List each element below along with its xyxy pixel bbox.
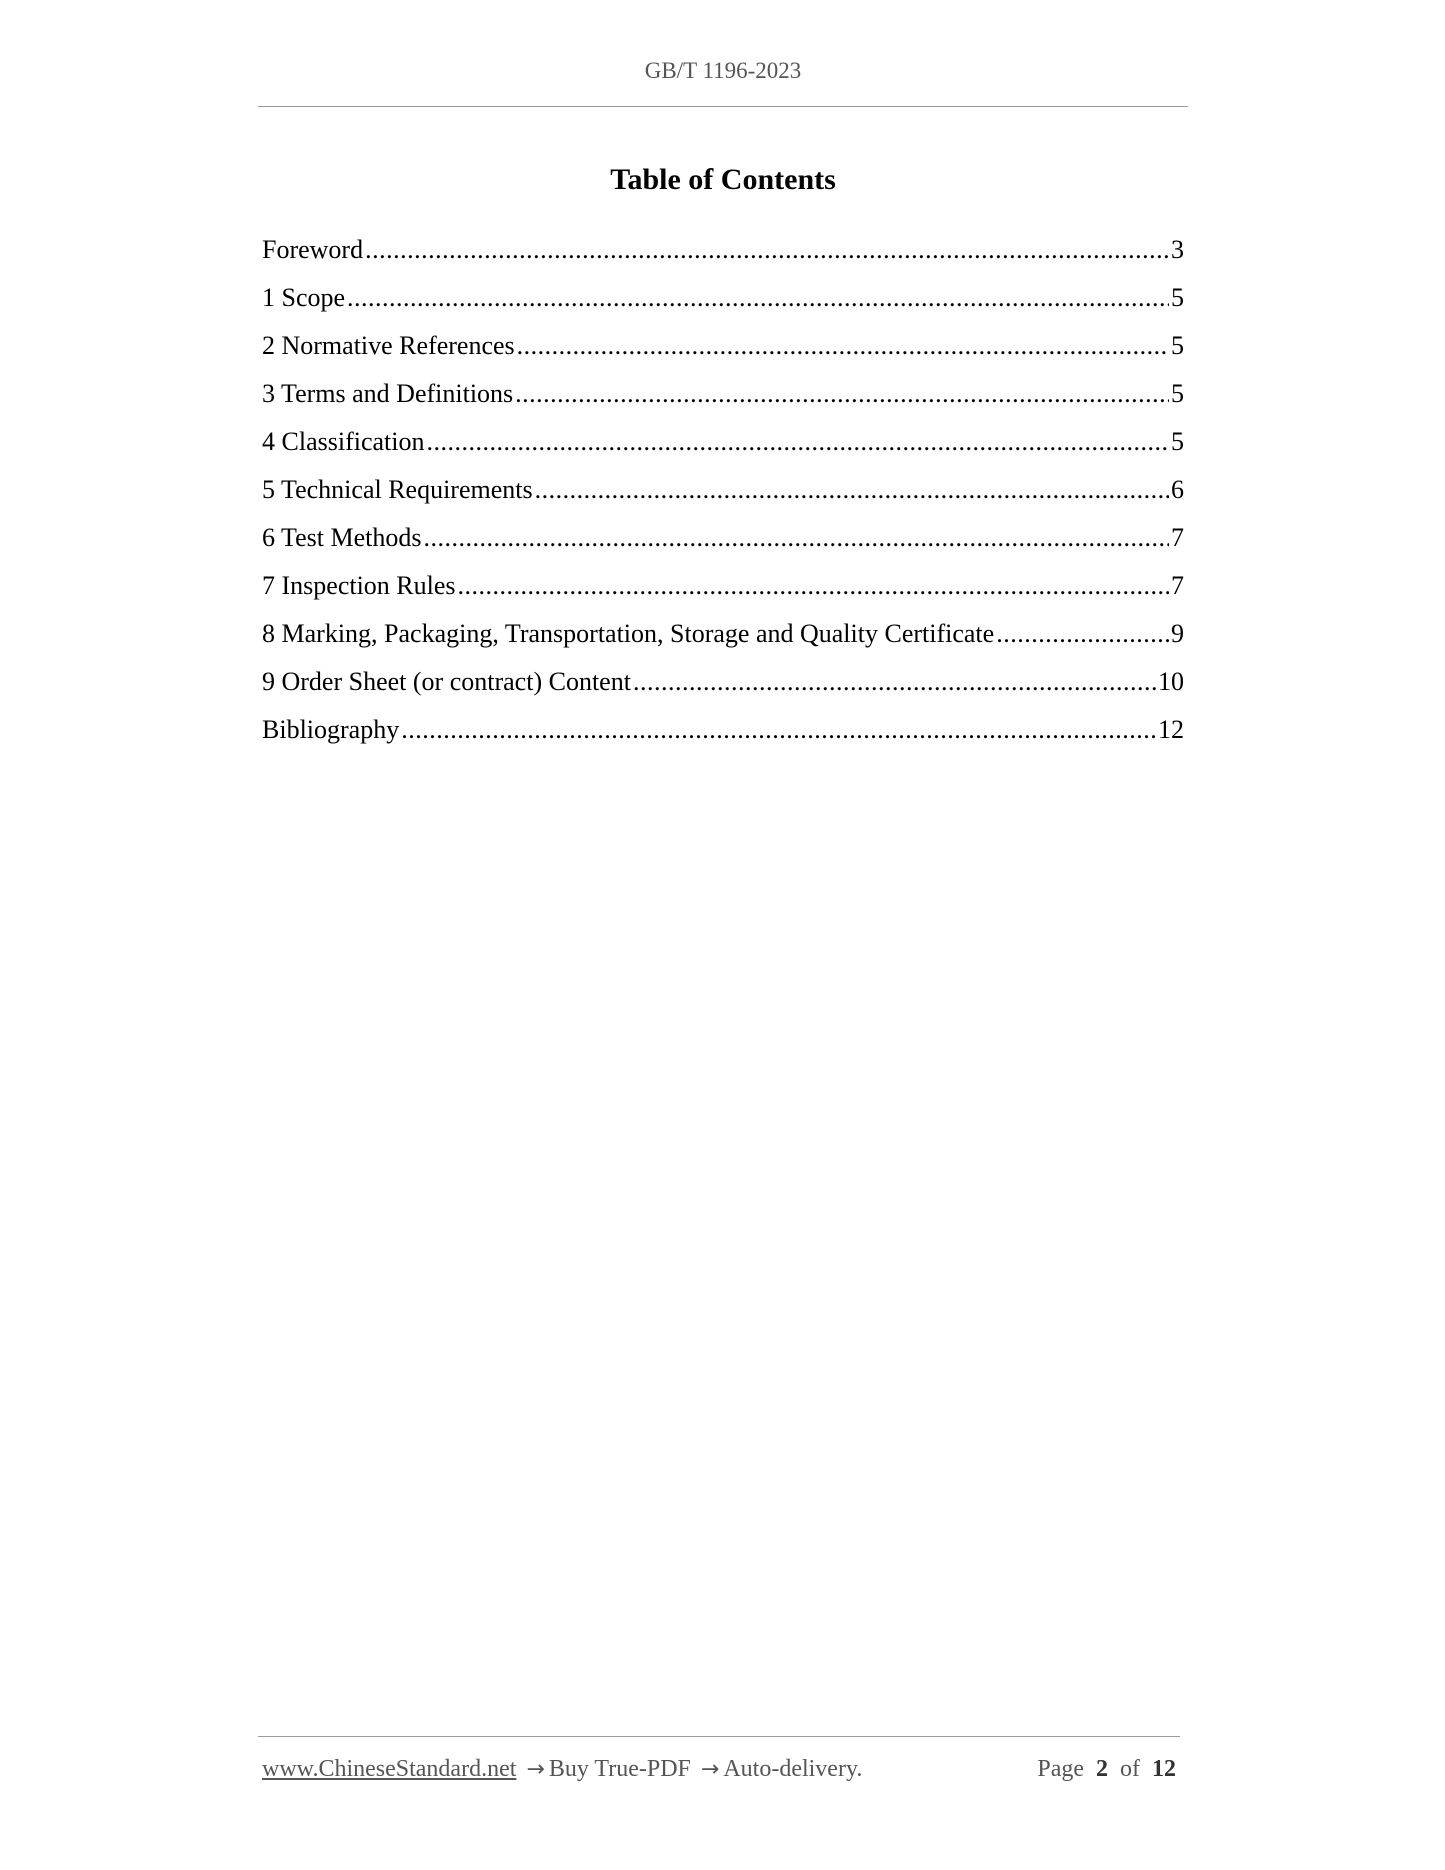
total-pages: 12 — [1152, 1756, 1176, 1782]
toc-entry-page: 3 — [1171, 235, 1184, 264]
toc-entry-label: 8 Marking, Packaging, Transportation, Storage and Quality Certificate — [262, 619, 995, 648]
toc-entry-order-sheet[interactable] — [262, 662, 1184, 710]
dot-leader — [347, 278, 1169, 318]
toc-entry-normative-references[interactable] — [262, 326, 1184, 374]
right-arrow-icon: → — [700, 1757, 720, 1782]
dot-leader — [401, 710, 1156, 750]
dot-leader — [633, 662, 1156, 702]
document-id: GB/T 1196-2023 — [644, 58, 802, 83]
footer-divider — [258, 1736, 1180, 1737]
dot-leader — [535, 470, 1169, 510]
toc-entry-label: Bibliography — [262, 715, 400, 744]
toc-entry-scope[interactable] — [262, 278, 1184, 326]
current-page: 2 — [1096, 1756, 1108, 1782]
toc-entry-page: 7 — [1171, 523, 1184, 552]
dot-leader — [996, 614, 1169, 654]
toc-entry-page: 5 — [1171, 427, 1184, 456]
toc-entry-page: 6 — [1171, 475, 1184, 504]
right-arrow-icon: → — [526, 1757, 545, 1782]
toc-entry-bibliography[interactable] — [262, 710, 1184, 758]
footer-promo — [262, 1756, 862, 1783]
toc-entry-page: 9 — [1171, 619, 1184, 648]
toc-entry-terms-and-definitions[interactable] — [262, 374, 1184, 422]
dot-leader — [515, 374, 1169, 414]
toc-entry-label: 2 Normative References — [262, 331, 515, 360]
dot-leader — [517, 326, 1169, 366]
auto-delivery-text: Auto-delivery. — [723, 1756, 863, 1782]
toc-entry-label: 3 Terms and Definitions — [262, 379, 514, 408]
toc-entry-classification[interactable] — [262, 422, 1184, 470]
page-footer — [262, 1756, 1180, 1790]
dot-leader — [458, 566, 1169, 606]
toc-entry-label: 4 Classification — [262, 427, 425, 456]
dot-leader — [426, 422, 1169, 462]
toc-entry-page: 5 — [1171, 379, 1184, 408]
toc-entry-technical-requirements[interactable] — [262, 470, 1184, 518]
running-header — [258, 58, 1188, 84]
toc-entry-label: 6 Test Methods — [262, 523, 422, 552]
page-word: Page — [1037, 1756, 1084, 1782]
toc-entry-label: 1 Scope — [262, 283, 346, 312]
toc-entry-page: 5 — [1171, 331, 1184, 360]
toc-list — [262, 230, 1184, 758]
toc-entry-label: Foreword — [262, 235, 364, 264]
toc-entry-marking-packaging[interactable] — [262, 614, 1184, 662]
toc-entry-foreword[interactable] — [262, 230, 1184, 278]
toc-entry-inspection-rules[interactable] — [262, 566, 1184, 614]
dot-leader — [365, 230, 1169, 270]
toc-entry-label: 9 Order Sheet (or contract) Content — [262, 667, 631, 696]
header-divider — [258, 106, 1188, 107]
of-word: of — [1120, 1756, 1140, 1782]
toc-entry-page: 7 — [1171, 571, 1184, 600]
toc-entry-test-methods[interactable] — [262, 518, 1184, 566]
toc-entry-page: 5 — [1171, 283, 1184, 312]
buy-true-pdf-text: Buy True-PDF — [548, 1756, 691, 1782]
toc-entry-page: 12 — [1158, 715, 1184, 744]
toc-title: Table of Contents — [610, 163, 836, 196]
toc-entry-page: 10 — [1158, 667, 1184, 696]
page-number — [1037, 1756, 1176, 1783]
dot-leader — [423, 518, 1169, 558]
website-link[interactable]: www.ChineseStandard.net — [262, 1756, 517, 1782]
toc-entry-label: 7 Inspection Rules — [262, 571, 456, 600]
toc-entry-label: 5 Technical Requirements — [262, 475, 533, 504]
